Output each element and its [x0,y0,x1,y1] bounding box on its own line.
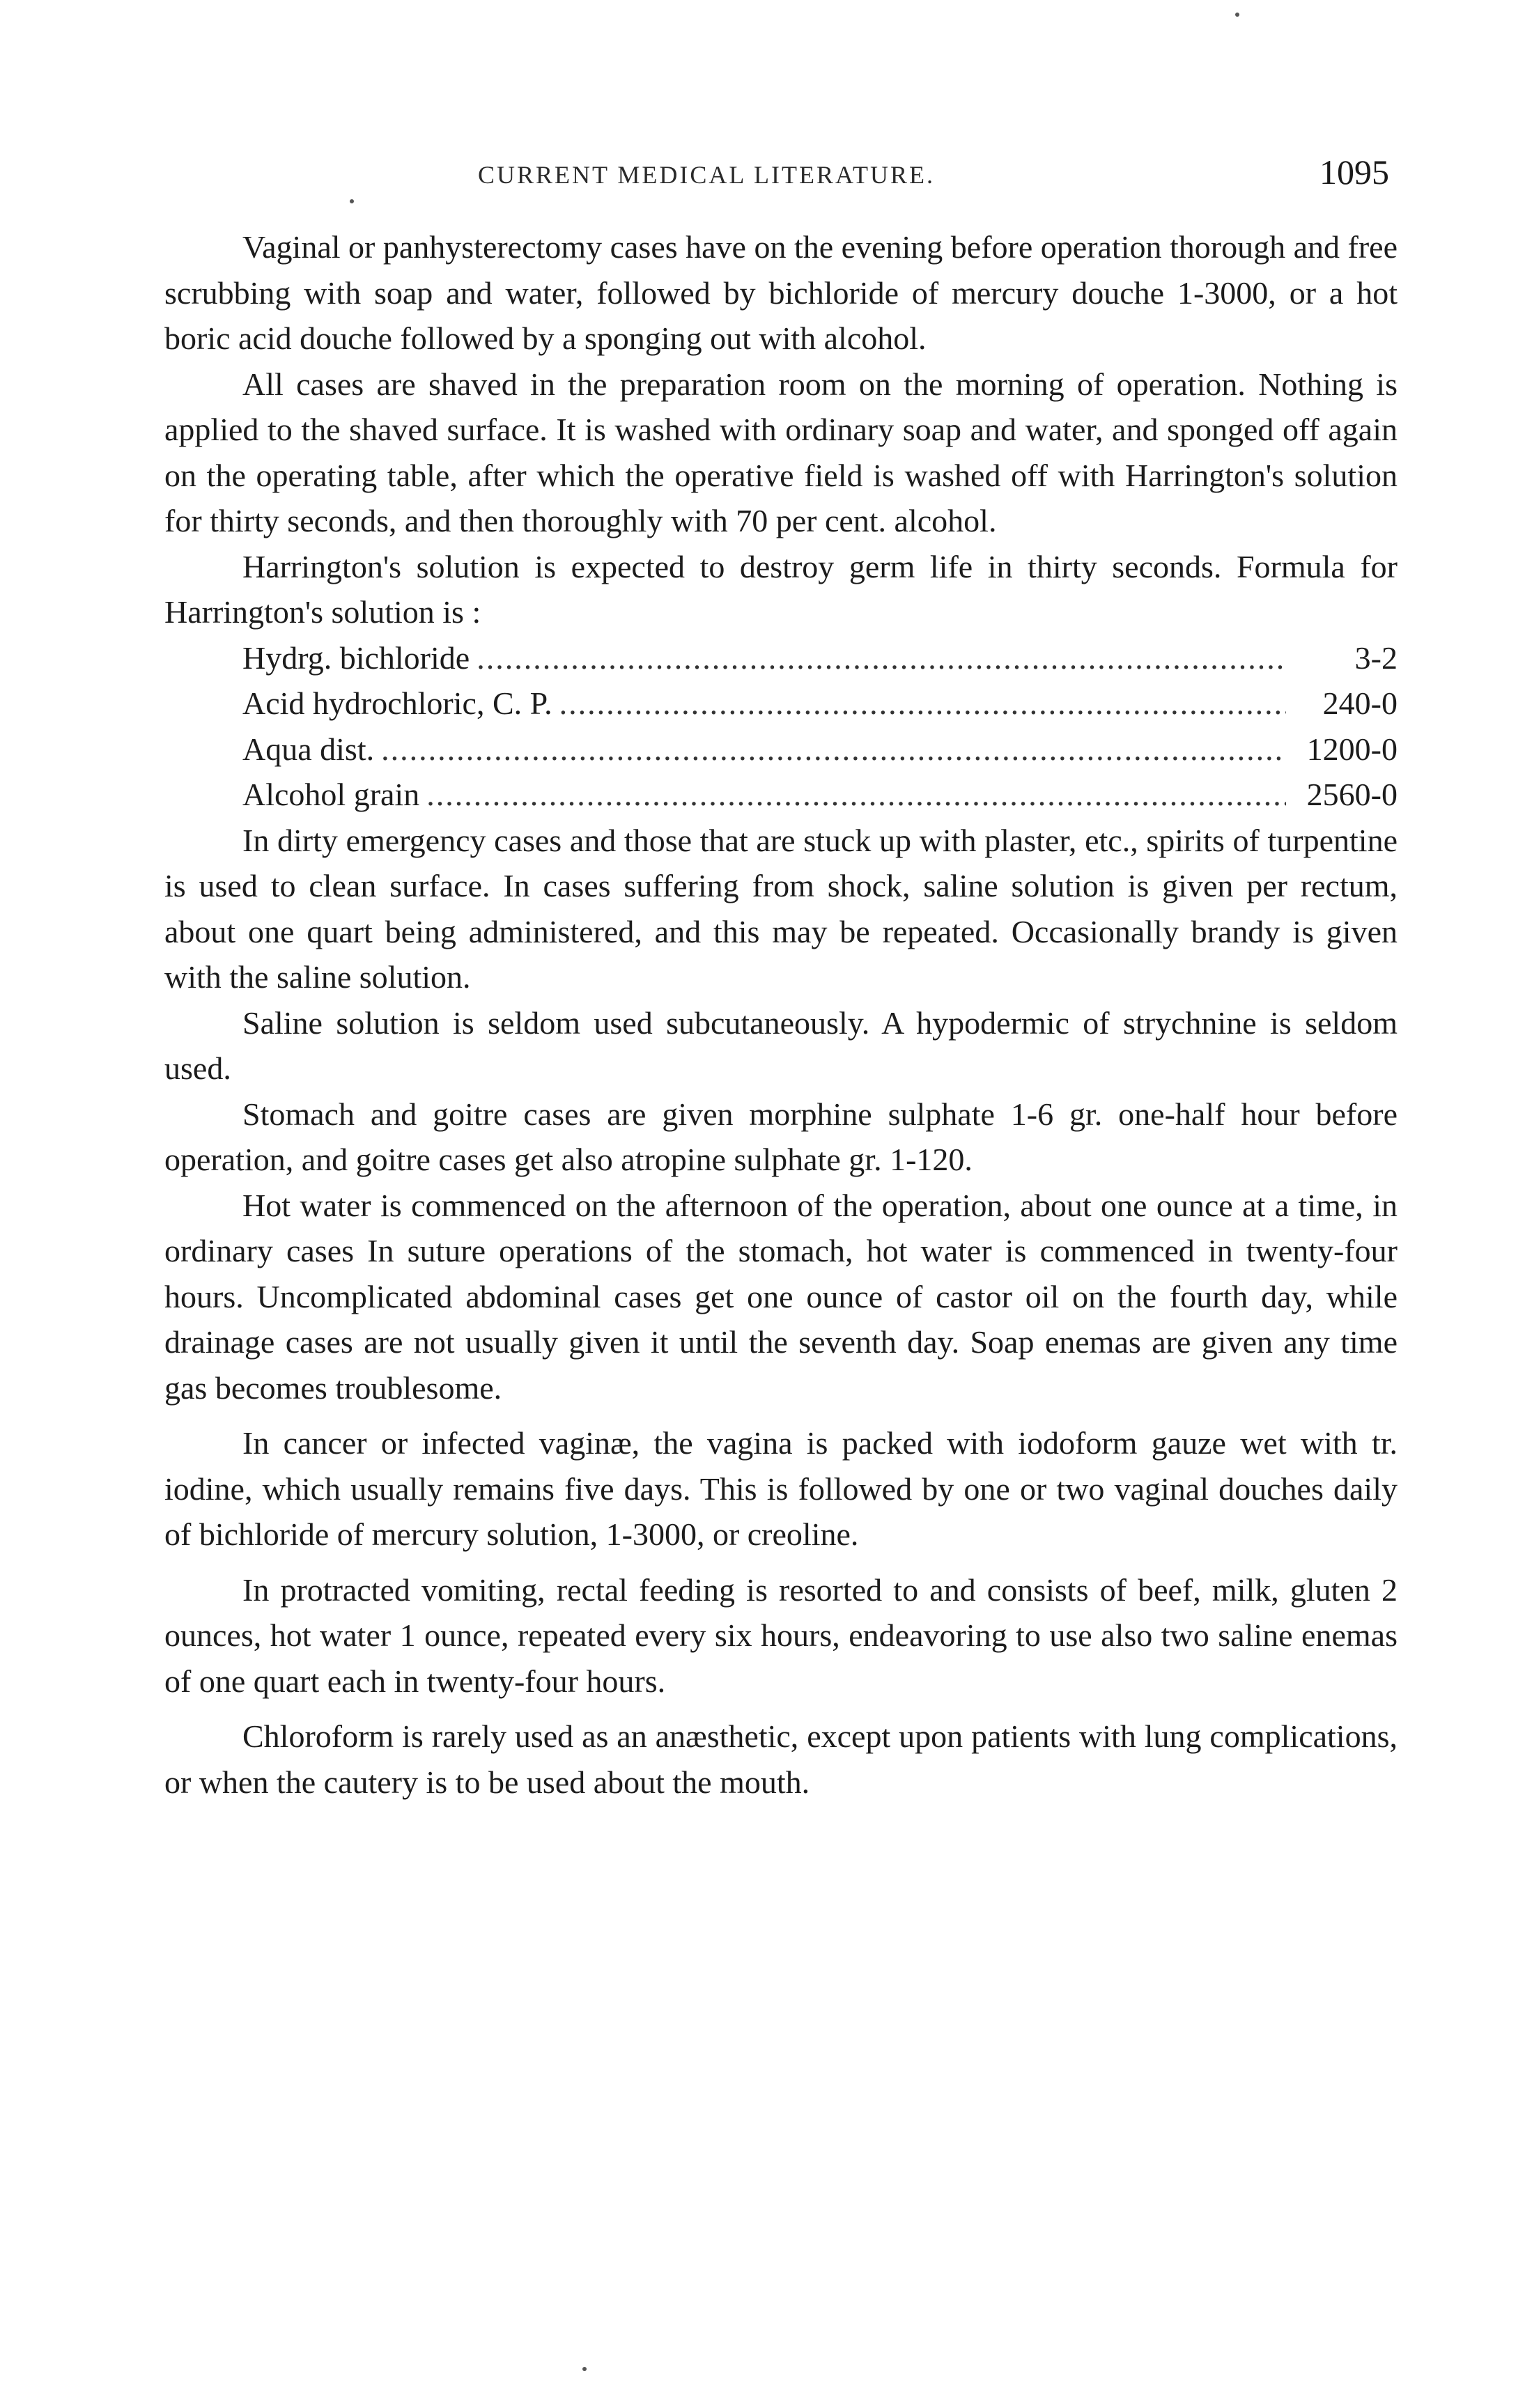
paragraph-preparation: Vaginal or panhysterectomy cases have on the evening before operation thorough and free scrubbing with soap and water, followed by bichloride of mercury douche 1-3000, or a hot boric acid douche followed by a sponging out with alcohol. [164,229,1398,356]
formula-ingredient: Acid hydrochloric, C. P. [242,685,552,721]
page-header [164,152,1398,201]
formula-ingredient: Aqua dist. [242,731,375,767]
page-number: 1095 [1319,153,1389,192]
scan-speck [1235,13,1239,17]
paragraph-stomach-goitre: Stomach and goitre cases are given morphine sulphate 1-6 gr. one-half hour before operation, and goitre cases get also atropine sulphate gr. 1-120. [164,1096,1398,1177]
paragraph-hot-water: Hot water is commenced on the afternoon of the operation, about one ounce at a time, in ordinary cases In suture operations of the stomach, hot water is commenced in twenty-four hours. Uncomplicated abdominal cases get one ounce of castor oil on the fourth day, while drainage cases are not usually given it until the seventh day. Soap enemas are given any time gas becomes troublesome. [164,1187,1398,1406]
paragraph-emergency: In dirty emergency cases and those that are stuck up with plaster, etc., spirits of turpentine is used to clean surface. In cases suffering from shock, saline solution is given per rectum, about one quart being administered, and this may be repeated. Occasionally brandy is given with the saline solution. [164,822,1398,995]
running-head: CURRENT MEDICAL LITERATURE. [478,161,935,189]
formula-quantity: 2560-0 [1306,777,1398,812]
book-page [164,0,1398,2408]
formula-quantity: 1200-0 [1306,731,1398,767]
paragraph-vomiting: In protracted vomiting, rectal feeding is resorted to and consists of beef, milk, gluten 2 ounces, hot water 1 ounce, repeated every six hours, endeavoring to use also two saline enemas of one quart each in twenty-four hours. [164,1571,1398,1699]
leader-dots [559,681,1286,727]
leader-dots [426,772,1286,818]
formula-quantity: 3-2 [1354,639,1398,676]
formula-ingredient: Alcohol grain [242,777,420,812]
formula-ingredient: Hydrg. bichloride [242,639,470,676]
article-body [164,224,1398,1805]
formula-row [164,635,1398,681]
formula-quantity: 240-0 [1322,685,1398,721]
paragraph-shaving: All cases are shaved in the preparation room on the morning of operation. Nothing is applied to the shaved surface. It is washed with ordinary soap and water, and sponged off again on the operating table, after which the operative field is washed off with Harrington's solution for thirty seconds, and then thoroughly with 70 per cent. alcohol. [164,366,1398,538]
leader-dots [477,635,1286,681]
formula-row [164,727,1398,772]
scan-speck [582,2367,587,2371]
paragraph-harrington-intro: Harrington's solution is expected to destroy germ life in thirty seconds. Formula for Harrington's solution is : [164,548,1398,630]
paragraph-cancer: In cancer or infected vaginæ, the vagina is packed with iodoform gauze wet with tr. iodine, which usually remains five days. This is followed by one or two vaginal douches daily of bichloride of mercury solution, 1-3000, or creoline. [164,1425,1398,1552]
formula-list [164,635,1398,818]
formula-row [164,681,1398,727]
scan-speck [350,199,354,203]
leader-dots [381,727,1286,772]
formula-row [164,772,1398,818]
paragraph-chloroform: Chloroform is rarely used as an anæsthetic, except upon patients with lung complications, or when the cautery is to be used about the mouth. [164,1718,1398,1800]
paragraph-saline: Saline solution is seldom used subcutaneously. A hypodermic of strychnine is seldom used. [164,1004,1398,1086]
